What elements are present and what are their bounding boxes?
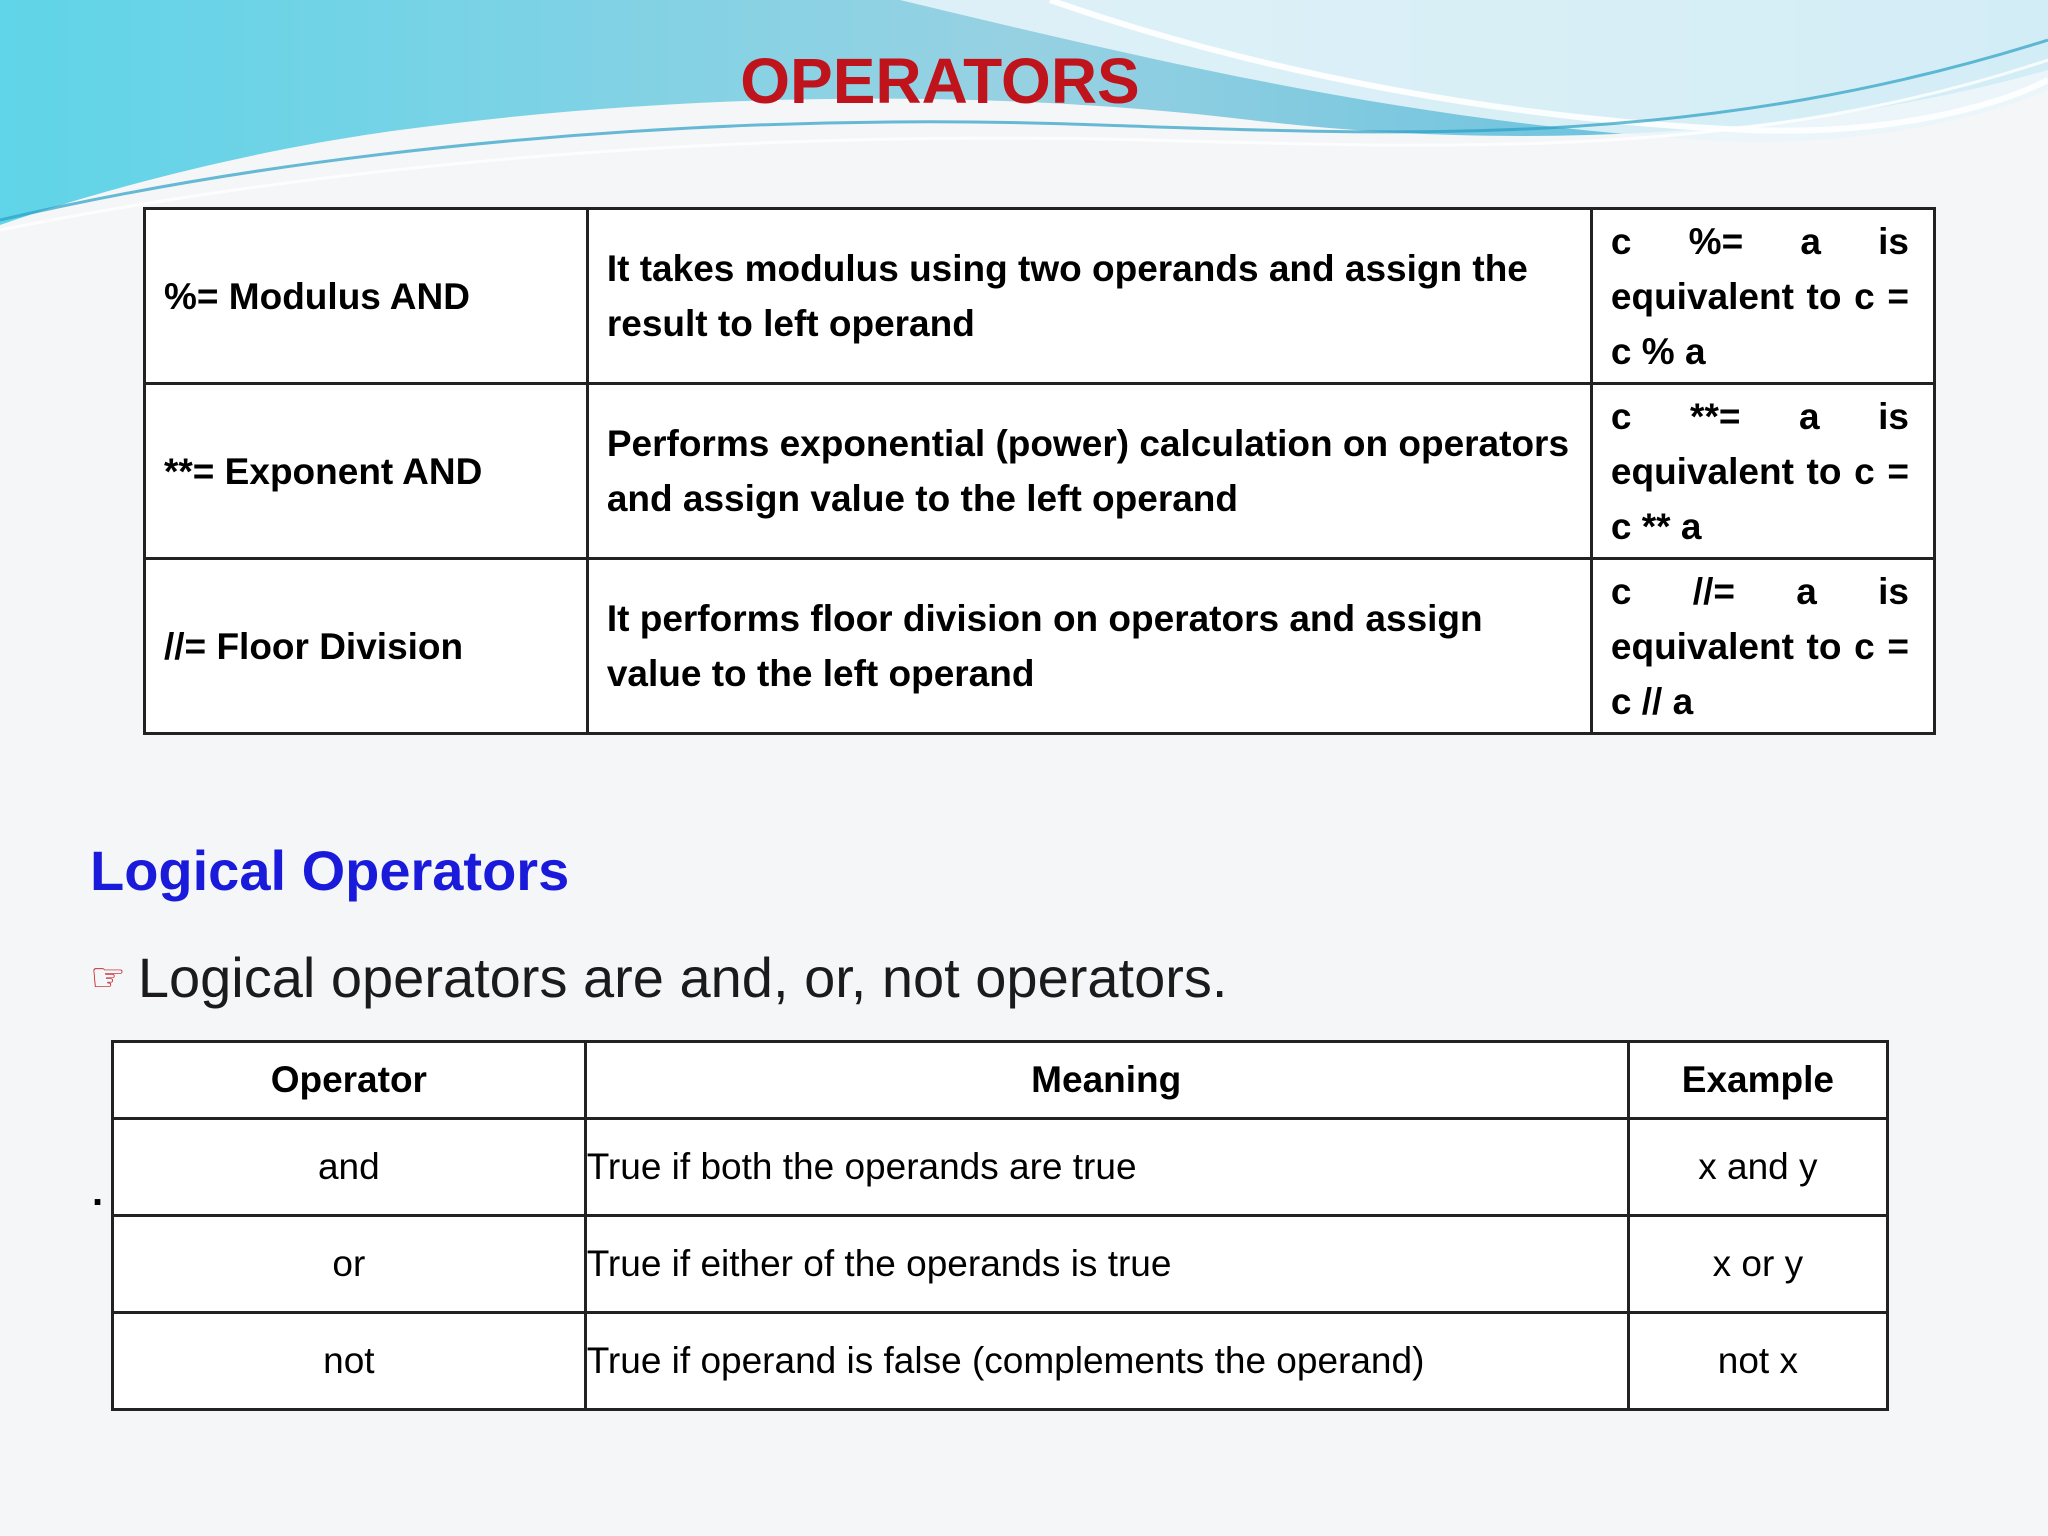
stray-mark: .: [92, 1170, 104, 1214]
meaning-cell: True if operand is false (complements the operand): [585, 1313, 1628, 1410]
column-header: Operator: [113, 1042, 586, 1119]
column-header: Example: [1628, 1042, 1887, 1119]
bullet-text: Logical operators are and, or, not operators.: [137, 946, 1228, 1009]
pointing-hand-icon: ☞: [90, 956, 126, 1000]
table-header-row: [113, 1042, 1888, 1119]
description-cell: It performs floor division on operators and assign value to the left operand: [587, 559, 1591, 734]
example-cell: c **= a is equivalent to c = c ** a: [1591, 384, 1934, 559]
meaning-cell: True if both the operands are true: [585, 1119, 1628, 1216]
table-row: [145, 559, 1935, 734]
operator-cell: and: [113, 1119, 586, 1216]
meaning-cell: True if either of the operands is true: [585, 1216, 1628, 1313]
operator-cell: //= Floor Division: [145, 559, 588, 734]
description-cell: It takes modulus using two operands and assign the result to left operand: [587, 209, 1591, 384]
header-wave-decoration: [0, 0, 2048, 240]
table-row: [145, 209, 1935, 384]
operator-cell: %= Modulus AND: [145, 209, 588, 384]
example-cell: c %= a is equivalent to c = c % a: [1591, 209, 1934, 384]
column-header: Meaning: [585, 1042, 1628, 1119]
example-cell: c //= a is equivalent to c = c // a: [1591, 559, 1934, 734]
operator-cell: not: [113, 1313, 586, 1410]
bullet-item: [90, 945, 1227, 1010]
table-row: [113, 1119, 1888, 1216]
table-row: [145, 384, 1935, 559]
table-row: [113, 1216, 1888, 1313]
logical-operators-table: [111, 1040, 1889, 1411]
example-cell: x or y: [1628, 1216, 1887, 1313]
slide-title: OPERATORS: [740, 45, 1140, 117]
table-row: [113, 1313, 1888, 1410]
example-cell: x and y: [1628, 1119, 1887, 1216]
description-cell: Performs exponential (power) calculation on operators and assign value to the left operand: [587, 384, 1591, 559]
section-heading: Logical Operators: [90, 839, 570, 902]
operator-cell: **= Exponent AND: [145, 384, 588, 559]
example-cell: not x: [1628, 1313, 1887, 1410]
operator-cell: or: [113, 1216, 586, 1313]
assignment-operators-table: [143, 207, 1936, 735]
